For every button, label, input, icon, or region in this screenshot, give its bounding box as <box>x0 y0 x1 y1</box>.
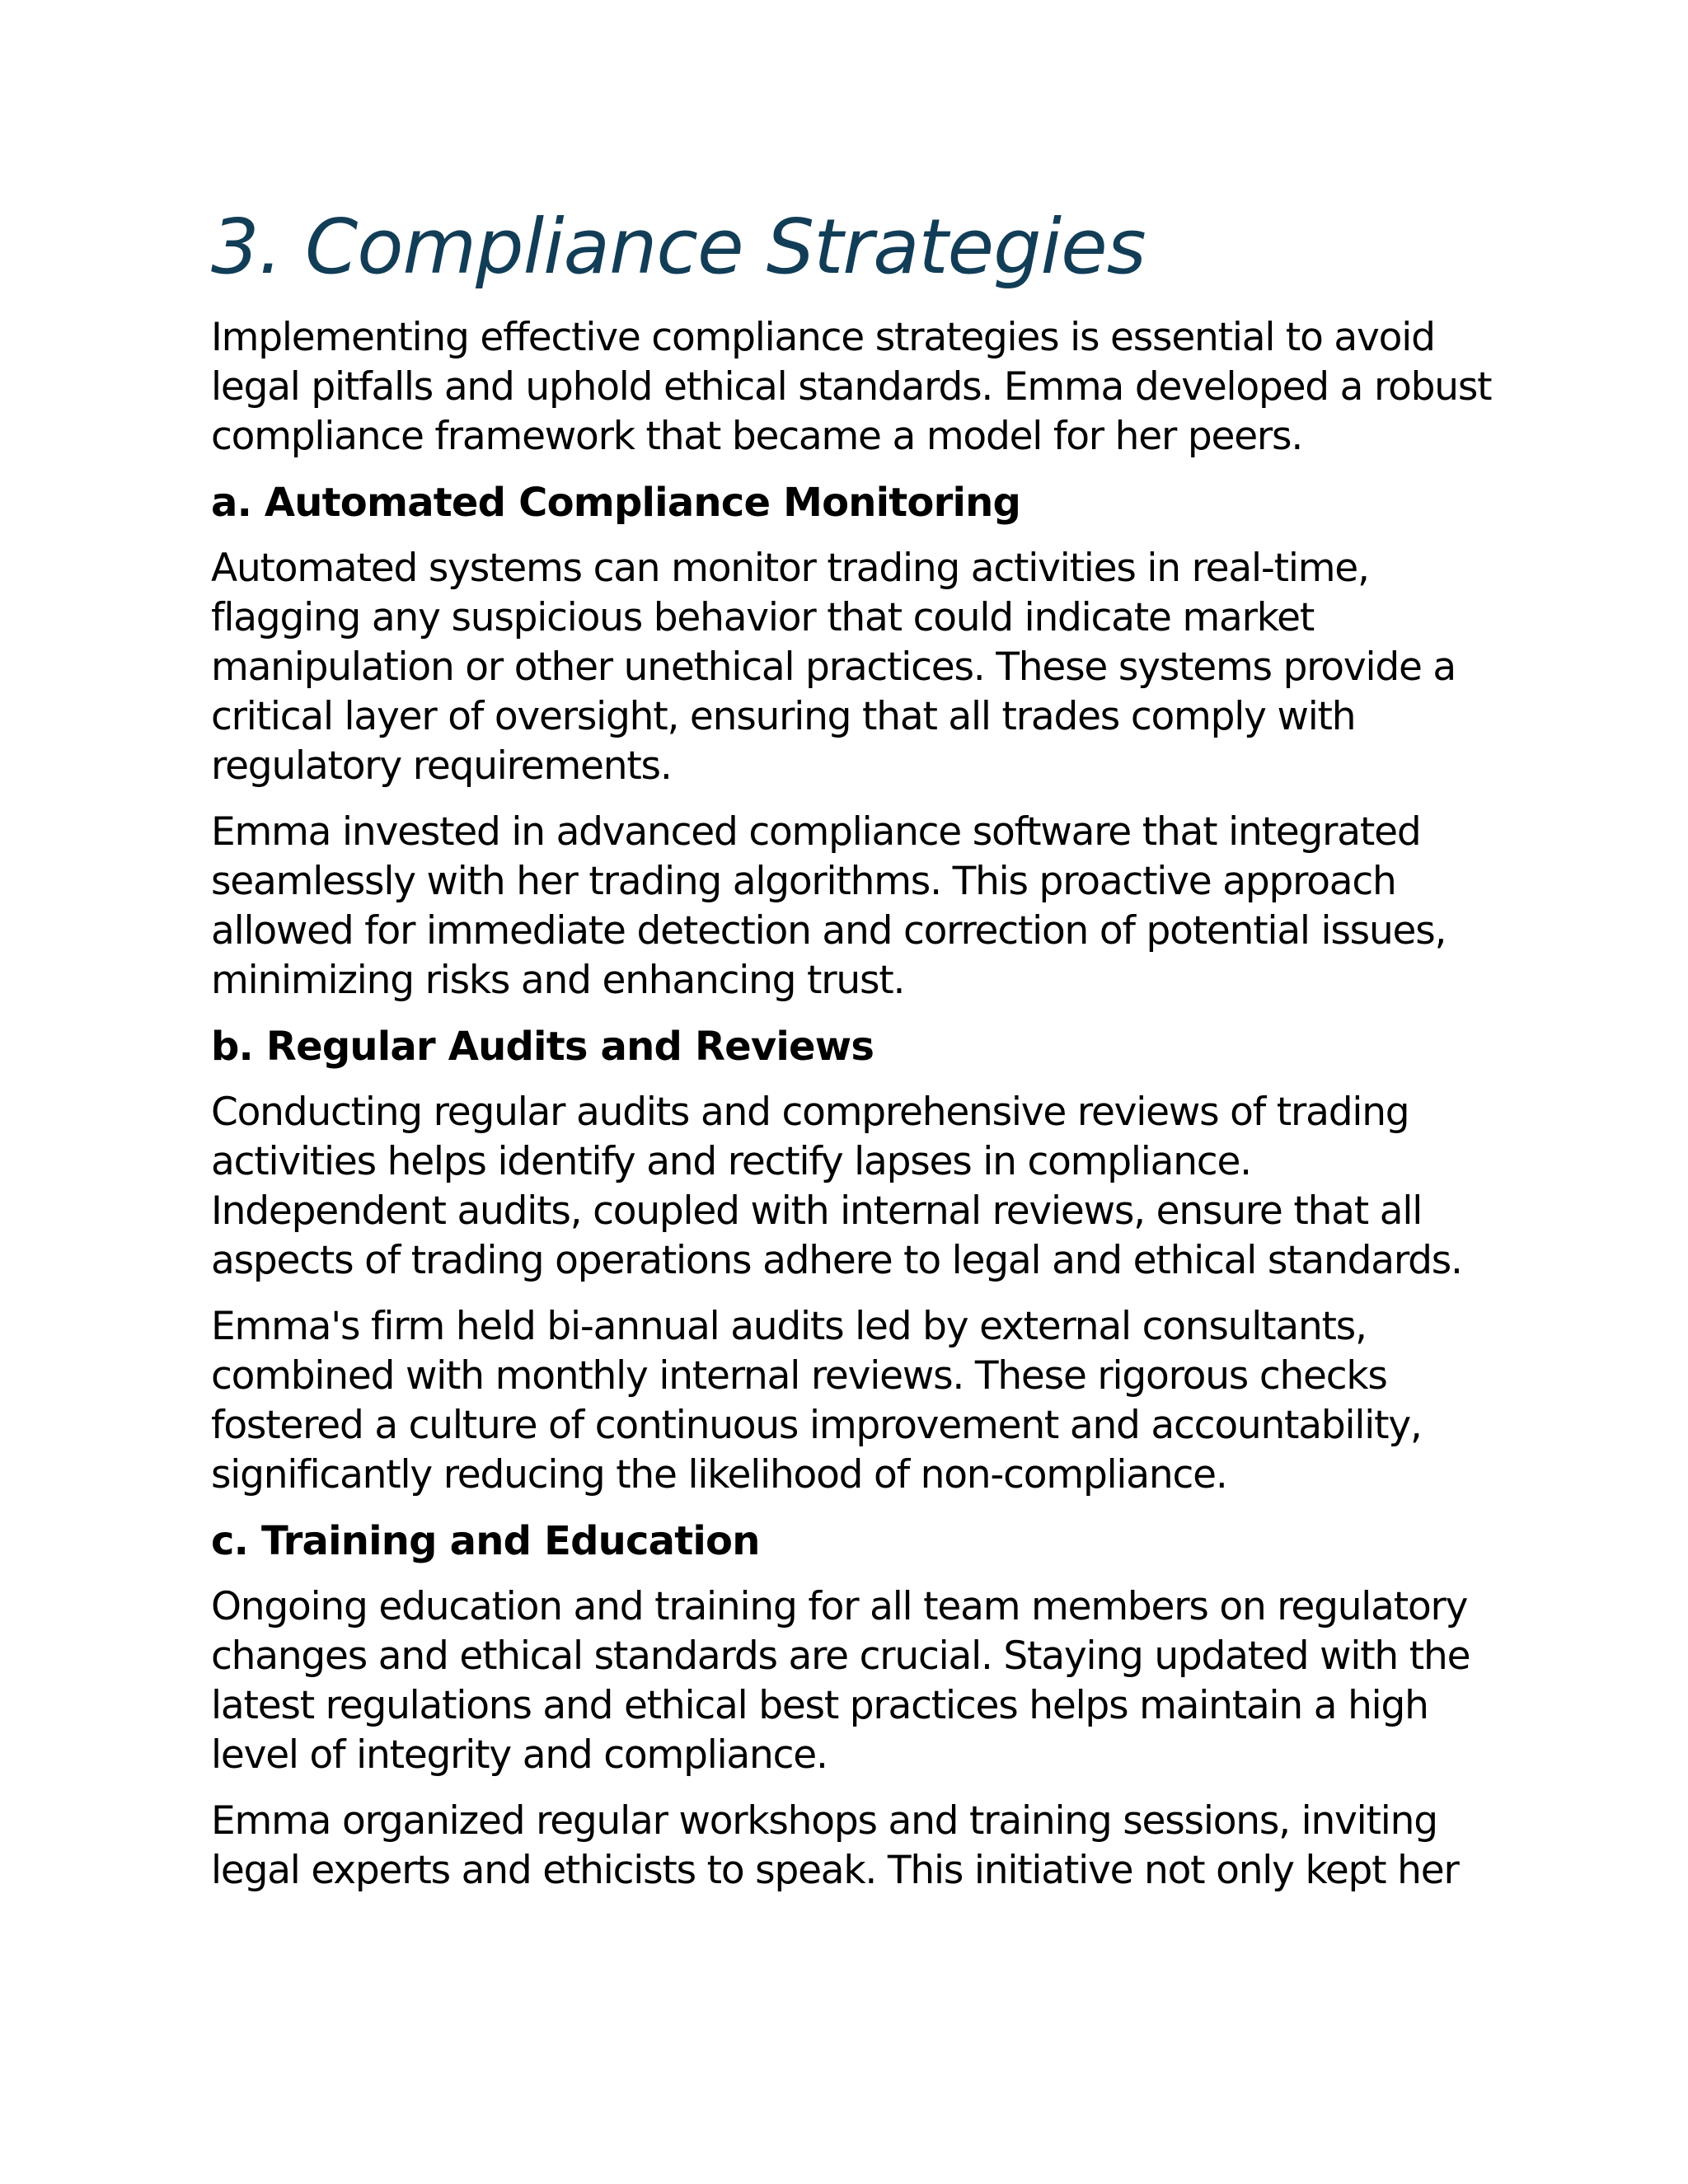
subsection-title-training-education: c. Training and Education <box>211 1518 760 1564</box>
paragraph: Emma's firm held bi-annual audits led by external consultants, combined with monthly internal reviews. These rigorous checks fostered a culture of continuous improvement and accountability, significantly reducing the likelihood of non-compliance. <box>211 1304 1422 1497</box>
subsection-title-automated-monitoring: a. Automated Compliance Monitoring <box>211 480 1021 526</box>
section-heading: 3. Compliance Strategies <box>211 203 1146 291</box>
paragraph: Emma invested in advanced compliance software that integrated seamlessly with her trading algorithms. This proactive approach allowed for immediate detection and correction of potential issues, minimizing risks and enhancing trust. <box>211 809 1447 1003</box>
paragraph: Ongoing education and training for all team members on regulatory changes and ethical standards are crucial. Staying updated with the latest regulations and ethical best practices helps maintain a high level of integrity and compliance. <box>211 1584 1470 1778</box>
intro-paragraph: Implementing effective compliance strategies is essential to avoid legal pitfalls and uphold ethical standards. Emma developed a robust compliance framework that became a model for her peers. <box>211 315 1492 459</box>
paragraph: Conducting regular audits and comprehensive reviews of trading activities helps identify and rectify lapses in compliance. Independent audits, coupled with internal reviews, ensure that all aspects of trading operations adhere to legal and ethical standards. <box>211 1090 1462 1283</box>
subsection-title-audits-reviews: b. Regular Audits and Reviews <box>211 1024 874 1070</box>
paragraph: Automated systems can monitor trading activities in real-time, flagging any suspicious behavior that could indicate market manipulation or other unethical practices. These systems provide a critical layer of oversight, ensuring that all trades comply with regulatory requirements. <box>211 546 1456 789</box>
document-page <box>211 198 1497 1912</box>
paragraph: Emma organized regular workshops and training sessions, inviting legal experts and ethicists to speak. This initiative not only kept her <box>211 1798 1459 1893</box>
